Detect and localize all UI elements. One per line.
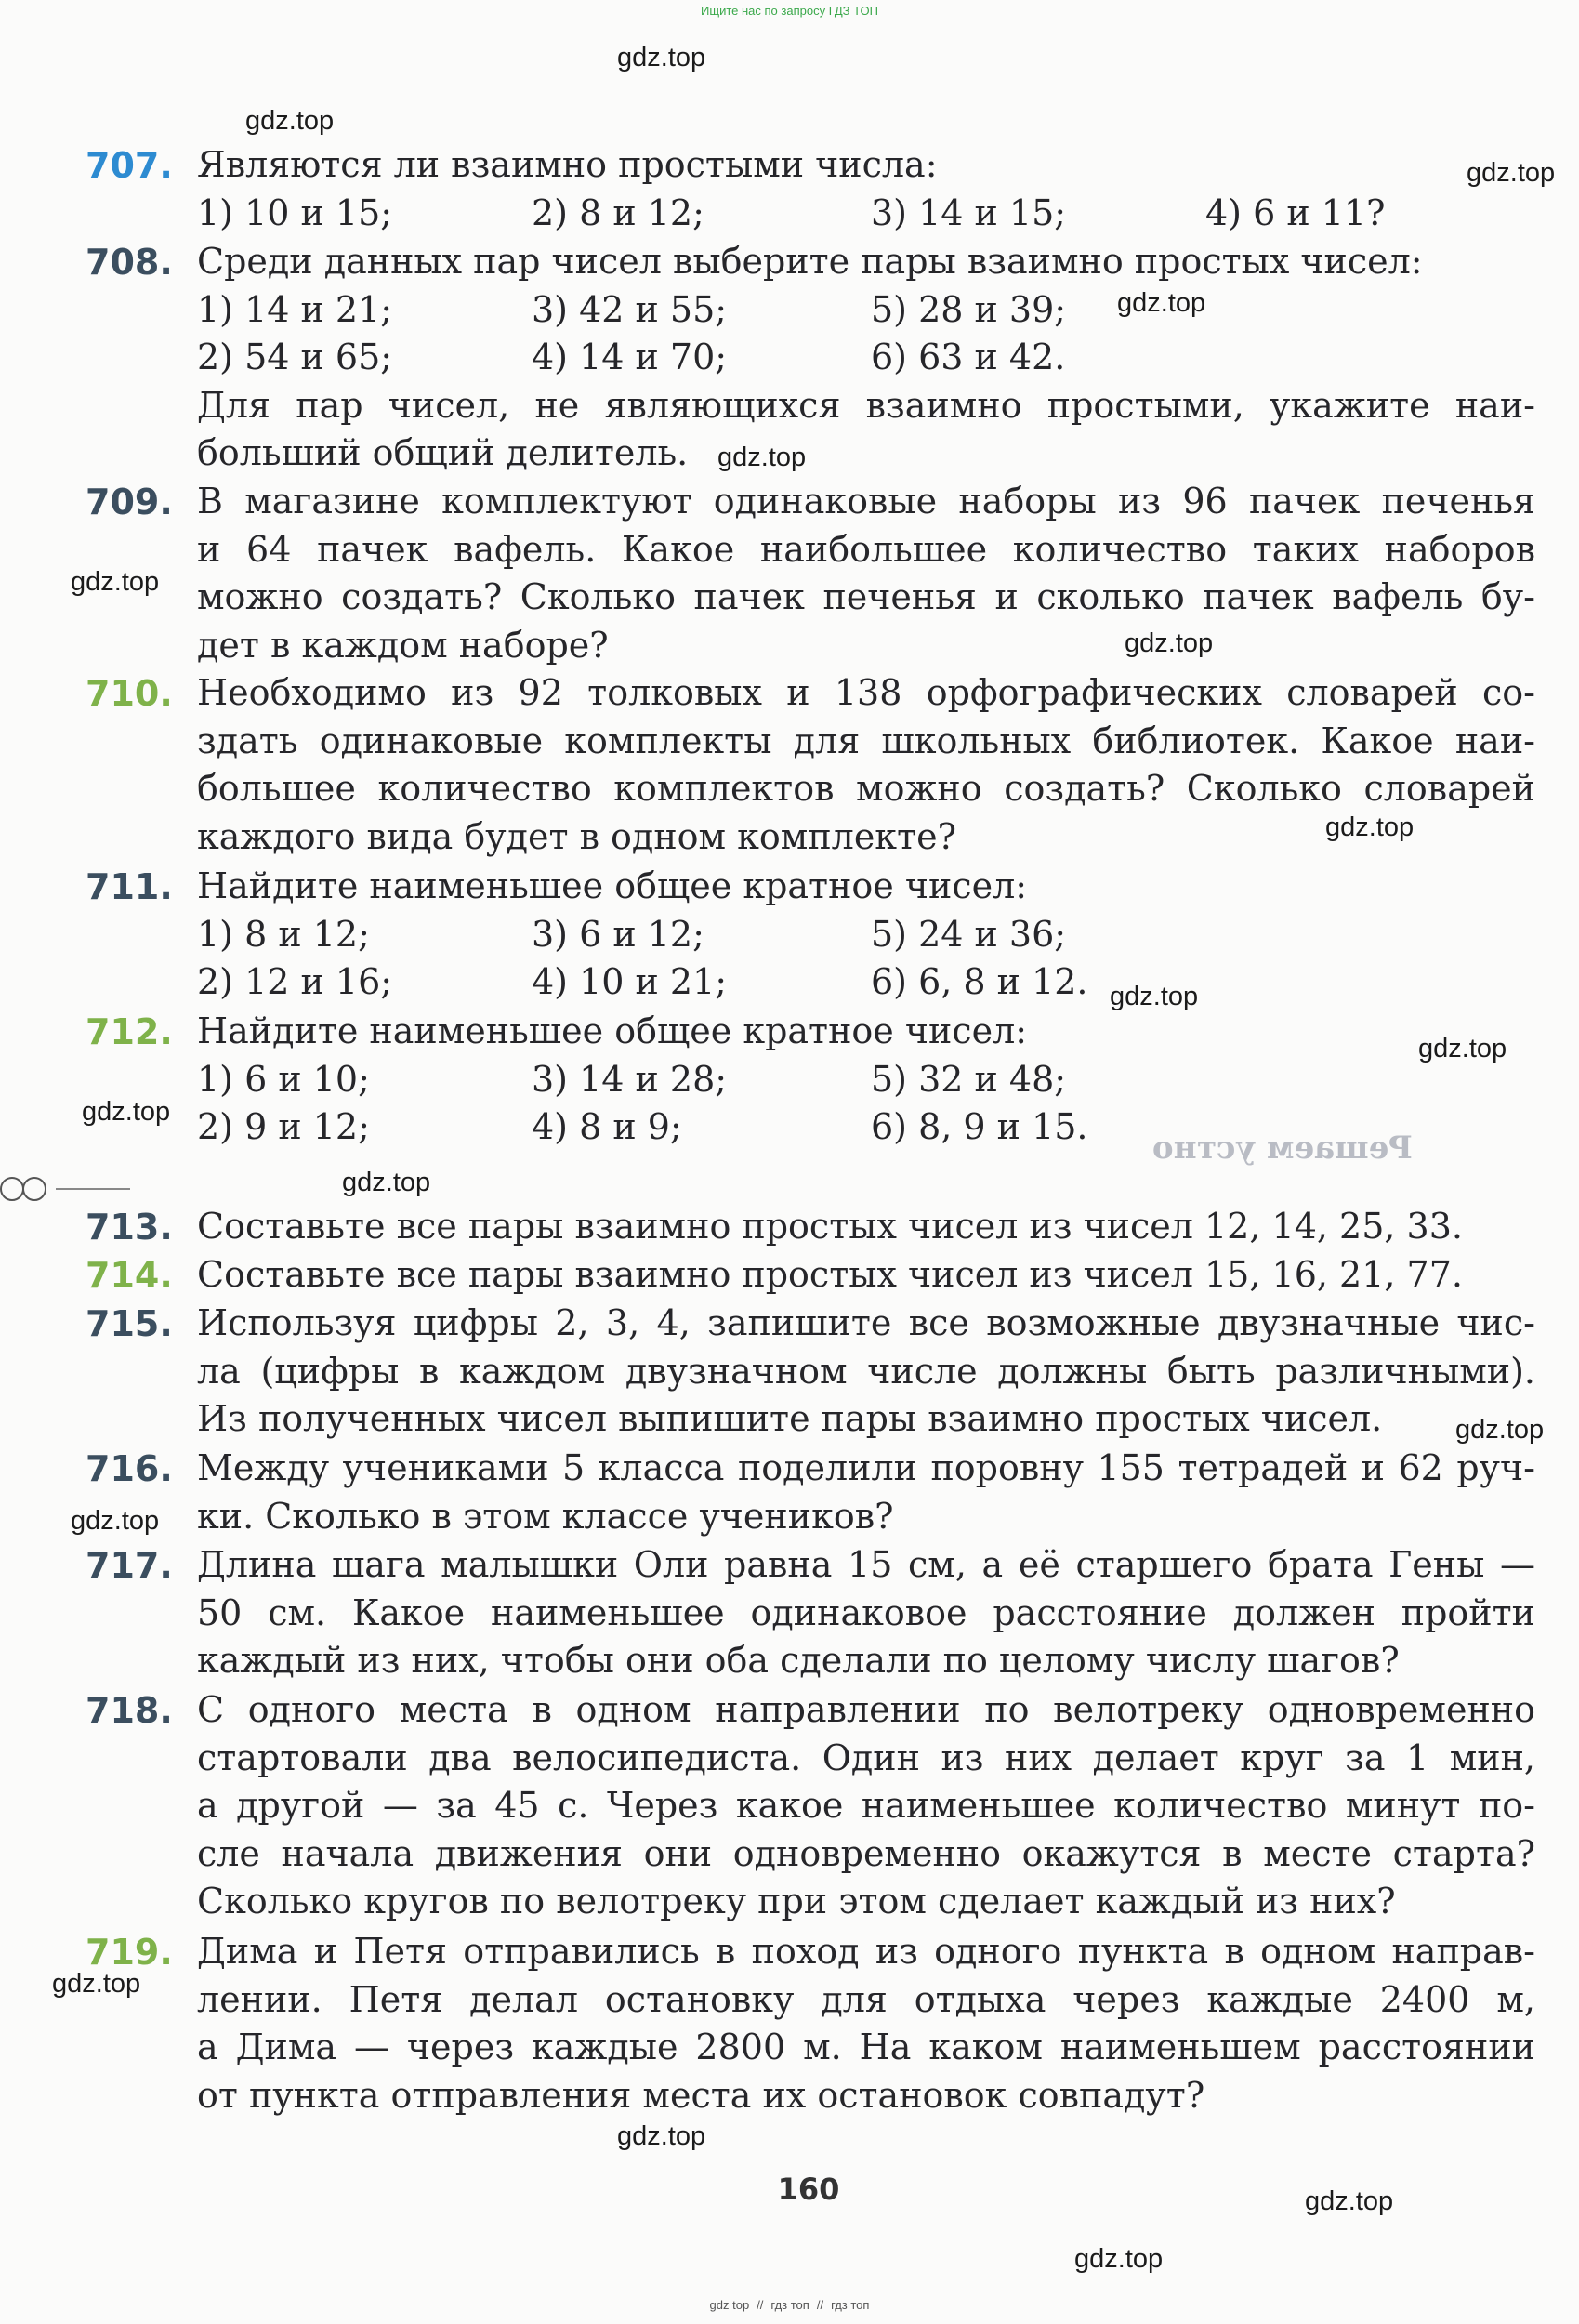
problem-text-line: Составьте все пары взаимно простых чисел из чисел 15, 16, 21, 77. [197,1254,1463,1295]
problem-number: 708. [86,242,173,283]
problem-text-line: ки. Сколько в этом классе учеников? [197,1495,894,1537]
options-row [197,1103,1535,1152]
options-row [197,286,1535,335]
watermark: gdz.top [82,1097,171,1127]
problem-708 [86,238,1535,478]
problem-number: 716. [86,1448,173,1489]
watermark: gdz.top [245,106,335,136]
problem-text-line: Составьте все пары взаимно простых чисел из чисел 12, 14, 25, 33. [197,1206,1463,1247]
footer-separator: // [816,2298,824,2312]
problem-number: 719. [86,1932,173,1973]
option: 6) 63 и 42. [871,337,1066,377]
footer-link[interactable]: gdz top [709,2298,750,2312]
option: 2) 54 и 65; [197,337,393,377]
footer-link[interactable]: гдз топ [831,2298,870,2312]
watermark: gdz.top [1455,1415,1545,1445]
option: 1) 10 и 15; [197,191,393,233]
problem-number: 714. [86,1255,173,1296]
problem-713 [86,1203,1535,1251]
problem-text-line: Необходимо из 92 толковых и 138 орфографических словарей со- [197,672,1535,713]
option: 2) 9 и 12; [197,1106,370,1147]
watermark: gdz.top [1305,2186,1394,2216]
problem-719 [86,1928,1535,2119]
option: 2) 8 и 12; [532,191,704,233]
footer-links [0,2298,1579,2312]
problem-715 [86,1300,1535,1444]
watermark: gdz.top [71,567,160,597]
watermark: gdz.top [1074,2244,1164,2274]
option: 3) 14 и 15; [871,191,1067,233]
problem-text-line: а другой — за 45 с. Через какое наименьшее количество минут по- [197,1785,1535,1826]
problem-text-line: Между учениками 5 класса поделили поровну 155 тетрадей и 62 руч- [197,1447,1535,1488]
problem-711 [86,863,1535,1007]
problem-text-line: от пункта отправления места их остановок совпадут? [197,2074,1205,2116]
watermark: gdz.top [52,1969,141,1999]
option: 4) 14 и 70; [532,337,728,377]
problem-text-line: Сколько кругов по велотреку при этом сделает каждый из них? [197,1881,1396,1921]
problem-text-line: С одного места в одном направлении по велотреку одновременно [197,1689,1535,1730]
footer-separator: // [757,2298,764,2312]
problem-text-line: каждый из них, чтобы они оба сделали по целому числу шагов? [197,1640,1400,1681]
option: 1) 8 и 12; [197,913,370,955]
options-row [197,334,1535,382]
option: 3) 14 и 28; [532,1058,728,1100]
option: 5) 28 и 39; [871,288,1067,330]
problem-number: 709. [86,482,173,522]
bleed-through-text: Решаем устно [1152,1129,1413,1167]
option: 3) 42 и 55; [532,288,728,330]
option: 5) 32 и 48; [871,1058,1067,1100]
watermark: gdz.top [1125,628,1214,658]
problem-709 [86,478,1535,669]
problem-text-line: Являются ли взаимно простыми числа: [197,144,938,185]
watermark: gdz.top [1467,158,1556,188]
problem-text-line: и 64 пачек вафель. Какое наибольшее количество таких наборов [197,528,1535,570]
problem-text-line: больший общий делитель. [197,432,689,473]
watermark: gdz.top [1117,288,1206,318]
problem-text-line: сле начала движения они одновременно окажутся в месте старта? [197,1832,1535,1874]
option: 3) 6 и 12; [532,913,704,955]
option: 1) 14 и 21; [197,288,393,330]
problem-716 [86,1445,1535,1540]
problem-text-line: ла (цифры в каждом двузначном числе должны быть различными). [197,1350,1535,1392]
options-row [197,958,1535,1007]
problem-text-line: каждого вида будет в одном комплекте? [197,815,956,857]
problem-number: 711. [86,866,173,907]
problem-text-line: можно создать? Сколько пачек печенья и сколько пачек вафель бу- [197,576,1535,617]
option: 6) 6, 8 и 12. [871,961,1088,1002]
watermark: gdz.top [617,2121,706,2151]
watermark: gdz.top [1418,1034,1507,1063]
problem-text-line: Для пар чисел, не являющихся взаимно простыми, укажите наи- [197,384,1535,426]
option: 1) 6 и 10; [197,1058,370,1100]
header-banner[interactable]: Ищите нас по запросу ГДЗ ТОП [701,4,878,18]
problem-text-line: Найдите наименьшее общее кратное чисел: [197,1010,1028,1051]
problem-text-line: здать одинаковые комплекты для школьных библиотек. Какое наи- [197,720,1535,761]
problem-text-line: Длина шага малышки Оли равна 15 см, а её старшего брата Гены — [197,1544,1535,1585]
options-row [197,911,1535,959]
watermark: gdz.top [717,442,807,472]
problem-text-line: дет в каждом наборе? [197,624,609,666]
option: 6) 8, 9 и 15. [871,1106,1088,1147]
problem-717 [86,1541,1535,1685]
watermark: gdz.top [71,1506,160,1536]
problem-714 [86,1251,1535,1300]
problem-712 [86,1008,1535,1152]
watermark: gdz.top [617,43,706,73]
option: 4) 8 и 9; [532,1106,682,1147]
problem-text-line: Дима и Петя отправились в поход из одного пункта в одном направ- [197,1931,1535,1972]
problem-text-line: Из полученных чисел выпишите пары взаимно простых чисел. [197,1398,1383,1439]
problem-number: 718. [86,1690,173,1731]
margin-circle-icon [0,1177,24,1201]
problem-number: 707. [86,145,173,186]
problem-718 [86,1686,1535,1926]
option: 5) 24 и 36; [871,913,1067,955]
problem-text-line: а Дима — через каждые 2800 м. На каком наименьшем расстоянии [197,2027,1535,2067]
problem-text-line: Найдите наименьшее общее кратное чисел: [197,865,1028,906]
problem-text-line: В магазине комплектуют одинаковые наборы из 96 пачек печенья [197,481,1535,522]
problem-number: 717. [86,1545,173,1586]
problem-710 [86,669,1535,861]
problem-number: 710. [86,673,173,714]
options-row [197,1056,1535,1104]
option: 2) 12 и 16; [197,961,393,1002]
watermark: gdz.top [342,1168,431,1197]
options-row [197,190,1535,238]
watermark: gdz.top [1110,982,1199,1011]
option: 4) 10 и 21; [532,961,728,1002]
problem-text-line: большее количество комплектов можно создать? Сколько словарей [197,768,1535,809]
problem-text-line: стартовали два велосипедиста. Один из них делает круг за 1 мин, [197,1736,1535,1778]
problem-707 [86,141,1535,237]
margin-rule [56,1188,130,1190]
problem-number: 712. [86,1011,173,1052]
problem-text-line: Среди данных пар чисел выберите пары взаимно простых чисел: [197,241,1423,282]
option: 4) 6 и 11? [1205,191,1386,233]
page-number: 160 [777,2172,840,2207]
problem-text-line: 50 см. Какое наименьшее одинаковое расстояние должен пройти [197,1591,1535,1633]
margin-circle-icon [22,1177,46,1201]
problem-text-line: лении. Петя делал остановку для отдыха через каждые 2400 м, [197,1978,1535,2020]
footer-link[interactable]: гдз топ [770,2298,809,2312]
problem-number: 713. [86,1207,173,1248]
watermark: gdz.top [1325,812,1415,842]
problem-number: 715. [86,1303,173,1344]
problem-text-line: Используя цифры 2, 3, 4, запишите все возможные двузначные чис- [197,1302,1535,1343]
